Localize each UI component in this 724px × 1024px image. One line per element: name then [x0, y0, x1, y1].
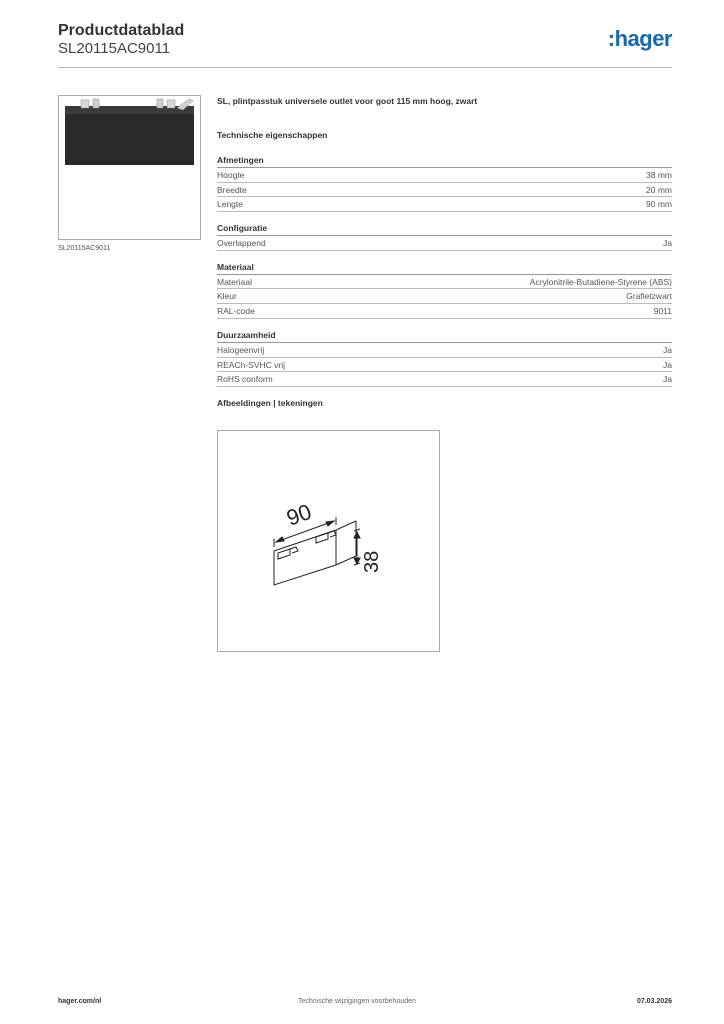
footer-disclaimer: Technische wijzigingen voorbehouden — [298, 998, 416, 1005]
spec-label: Breedte — [217, 184, 247, 195]
section-configuration — [217, 223, 672, 251]
page-title: Productdatablad — [58, 22, 185, 39]
section-title: Duurzaamheid — [217, 330, 672, 343]
spec-label: RAL-code — [217, 306, 255, 317]
section-sustainability — [217, 330, 672, 387]
spec-row — [217, 343, 672, 358]
spec-value: 20 mm — [646, 184, 672, 195]
spec-row — [217, 275, 672, 290]
hager-logo: :hager — [607, 26, 672, 51]
spec-value: 38 mm — [646, 170, 672, 180]
section-title: Materiaal — [217, 262, 672, 275]
spec-value: Ja — [663, 238, 672, 249]
product-photo-icon — [59, 96, 200, 239]
spec-row — [217, 289, 672, 304]
spec-label: Halogeenvrij — [217, 344, 265, 355]
spec-label: RoHS conform — [217, 374, 273, 385]
drawings-title: Afbeeldingen | tekeningen — [217, 397, 323, 408]
spec-value: Grafietzwart — [626, 291, 672, 302]
technical-title: Technische eigenschappen — [217, 130, 328, 140]
spec-label: REACh-SVHC vrij — [217, 359, 286, 370]
spec-row — [217, 168, 672, 183]
spec-row — [217, 236, 672, 251]
product-description: SL, plintpasstuk universele outlet voor goot 115 mm hoog, zwart — [217, 96, 478, 106]
spec-label: Overlappend — [217, 238, 266, 249]
section-title: Afmetingen — [217, 155, 672, 168]
footer-date: 07.03.2026 — [636, 998, 672, 1005]
section-material — [217, 262, 672, 319]
spec-label: Hoogte — [217, 170, 245, 180]
dimension-height-label: 38 — [361, 550, 383, 573]
dimension-drawing-icon — [218, 431, 439, 651]
footer-website-link[interactable]: hager.com/nl — [58, 998, 102, 1005]
spec-row — [217, 358, 672, 373]
spec-row — [217, 372, 672, 387]
spec-label: Materiaal — [217, 276, 252, 287]
spec-label: Lengte — [217, 199, 243, 210]
page-header — [58, 22, 672, 68]
spec-row — [217, 197, 672, 212]
section-dimensions — [217, 155, 672, 212]
spec-value: Ja — [663, 359, 672, 370]
product-code: SL20115AC9011 — [58, 40, 171, 57]
product-image — [58, 95, 201, 240]
spec-value: 9011 — [653, 306, 672, 317]
dimension-length-label: 90 — [283, 498, 315, 531]
spec-value: Acrylonitrile-Butadiene-Styrene (ABS) — [529, 276, 672, 287]
technical-drawing — [217, 430, 440, 652]
spec-row — [217, 304, 672, 319]
spec-row — [217, 183, 672, 198]
spec-value: Ja — [663, 374, 672, 385]
product-image-caption: SL20115AC9011 — [58, 245, 111, 252]
product-details — [217, 96, 672, 408]
section-title: Configuratie — [217, 223, 672, 236]
spec-value: Ja — [663, 344, 672, 355]
spec-label: Kleur — [217, 291, 237, 302]
spec-value: 90 mm — [646, 199, 672, 210]
